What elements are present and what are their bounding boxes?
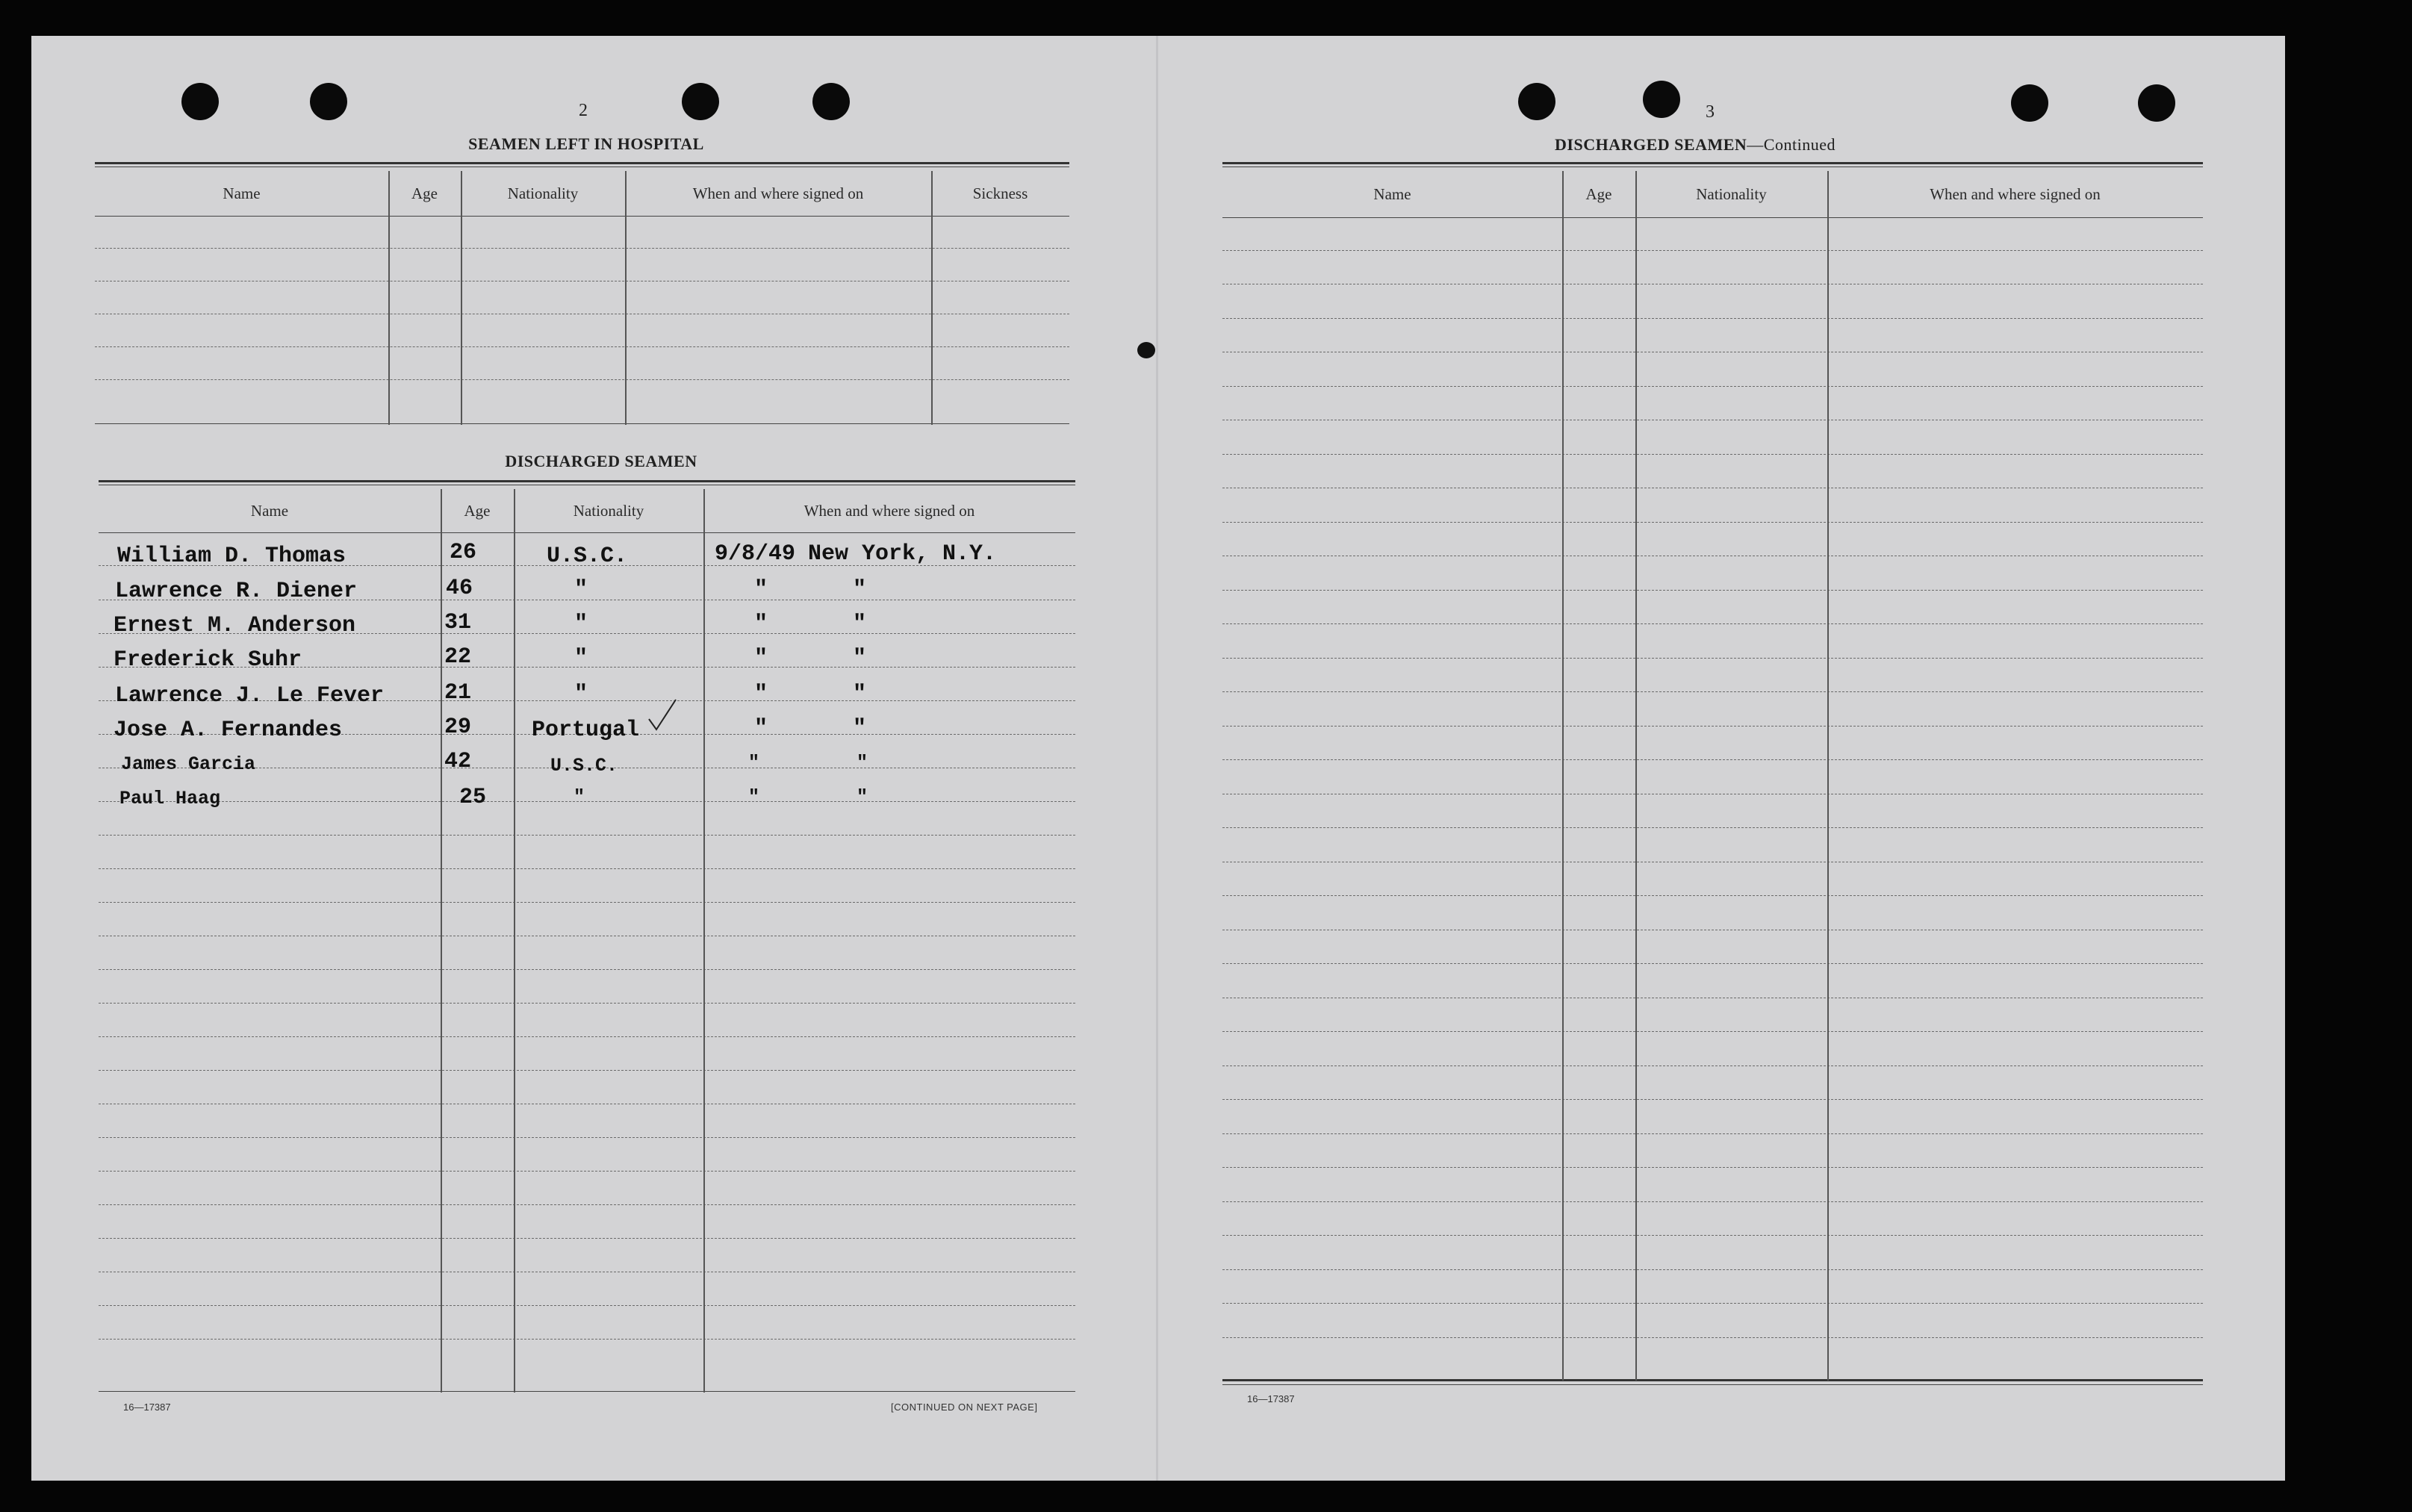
punch-hole: [1643, 81, 1680, 118]
signed-on-date: ": [748, 752, 760, 774]
seaman-nationality: U.S.C.: [547, 544, 628, 569]
punch-hole: [2138, 84, 2175, 122]
hospital-col-signed-on: When and where signed on: [692, 184, 864, 202]
seaman-name: William D. Thomas: [117, 544, 346, 569]
seaman-nationality: ": [574, 646, 588, 671]
page-number-right: 3: [1706, 102, 1715, 122]
discharged-continued-title: [1441, 135, 1949, 155]
continued-col-age: Age: [1585, 184, 1612, 203]
continued-col-nationality: Nationality: [1696, 184, 1767, 203]
hospital-table: [95, 162, 1069, 428]
punch-hole: [682, 83, 719, 120]
discharged-section-title: DISCHARGED SEAMEN: [505, 452, 697, 470]
discharged-continued-title-main: DISCHARGED SEAMEN: [1555, 135, 1747, 154]
seaman-nationality: ": [574, 612, 588, 637]
seaman-age: 29: [444, 715, 472, 740]
continued-note: [CONTINUED ON NEXT PAGE]: [891, 1401, 1038, 1413]
signed-on-date: ": [754, 716, 768, 741]
discharged-col-age: Age: [464, 501, 491, 520]
signed-on-place: ": [853, 716, 867, 741]
punch-hole: [181, 83, 219, 120]
seaman-nationality: U.S.C.: [550, 755, 618, 777]
signed-on-date: ": [748, 786, 760, 808]
seaman-nationality: Portugal: [532, 718, 640, 743]
seaman-nationality: ": [574, 577, 588, 603]
seaman-nationality: ": [574, 682, 588, 707]
continued-col-name: Name: [1373, 184, 1411, 203]
seaman-age: 21: [444, 680, 472, 706]
signed-on-place: ": [857, 752, 868, 774]
signed-on-date: ": [754, 646, 768, 671]
punch-hole: [812, 83, 850, 120]
seaman-name: Ernest M. Anderson: [114, 613, 356, 638]
signed-on-date: ": [754, 577, 768, 603]
signed-on-place: ": [853, 612, 867, 637]
signed-on-place: ": [853, 577, 867, 603]
seaman-name: Paul Haag: [119, 788, 221, 809]
seaman-name: Jose A. Fernandes: [114, 718, 343, 743]
seaman-name: Frederick Suhr: [114, 647, 302, 673]
hospital-col-sickness: Sickness: [972, 184, 1028, 202]
discharged-col-name: Name: [250, 501, 289, 520]
discharged-col-signed-on: When and where signed on: [804, 501, 975, 520]
ink-speck: [1137, 342, 1155, 358]
hospital-col-name: Name: [223, 184, 261, 202]
continued-col-signed-on: When and where signed on: [1930, 184, 2101, 203]
seaman-age: 46: [446, 576, 473, 601]
check-mark-icon: [647, 697, 677, 734]
hospital-section-title: SEAMEN LEFT IN HOSPITAL: [468, 134, 704, 153]
seaman-nationality: ": [574, 786, 585, 808]
punch-hole: [2011, 84, 2048, 122]
seaman-age: 22: [444, 644, 472, 670]
form-number-left: 16—17387: [123, 1401, 171, 1413]
page-fold: [1156, 36, 1158, 1481]
punch-hole: [310, 83, 347, 120]
discharged-table: [99, 480, 1075, 1395]
hospital-col-age: Age: [411, 184, 438, 202]
seaman-name: Lawrence R. Diener: [115, 579, 358, 604]
discharged-continued-table: [1222, 162, 2203, 1388]
seaman-age: 31: [444, 610, 472, 635]
seaman-age: 42: [444, 749, 472, 774]
signed-on-place: ": [857, 786, 868, 808]
page-number-left: 2: [579, 101, 588, 120]
seaman-age: 26: [450, 540, 477, 565]
signed-on-date: 9/8/49: [715, 541, 796, 567]
hospital-col-nationality: Nationality: [507, 184, 579, 202]
signed-on-place: ": [853, 646, 867, 671]
discharged-continued-title-suffix: —Continued: [1747, 135, 1836, 154]
signed-on-place: New York, N.Y.: [808, 541, 997, 567]
seaman-name: James Garcia: [121, 753, 256, 775]
signed-on-place: ": [853, 682, 867, 707]
seaman-name: Lawrence J. Le Fever: [115, 683, 385, 709]
seaman-age: 25: [459, 785, 487, 810]
signed-on-date: ": [754, 682, 768, 707]
discharged-col-nationality: Nationality: [573, 501, 644, 520]
form-number-right: 16—17387: [1247, 1393, 1295, 1404]
punch-hole: [1518, 83, 1555, 120]
signed-on-date: ": [754, 612, 768, 637]
